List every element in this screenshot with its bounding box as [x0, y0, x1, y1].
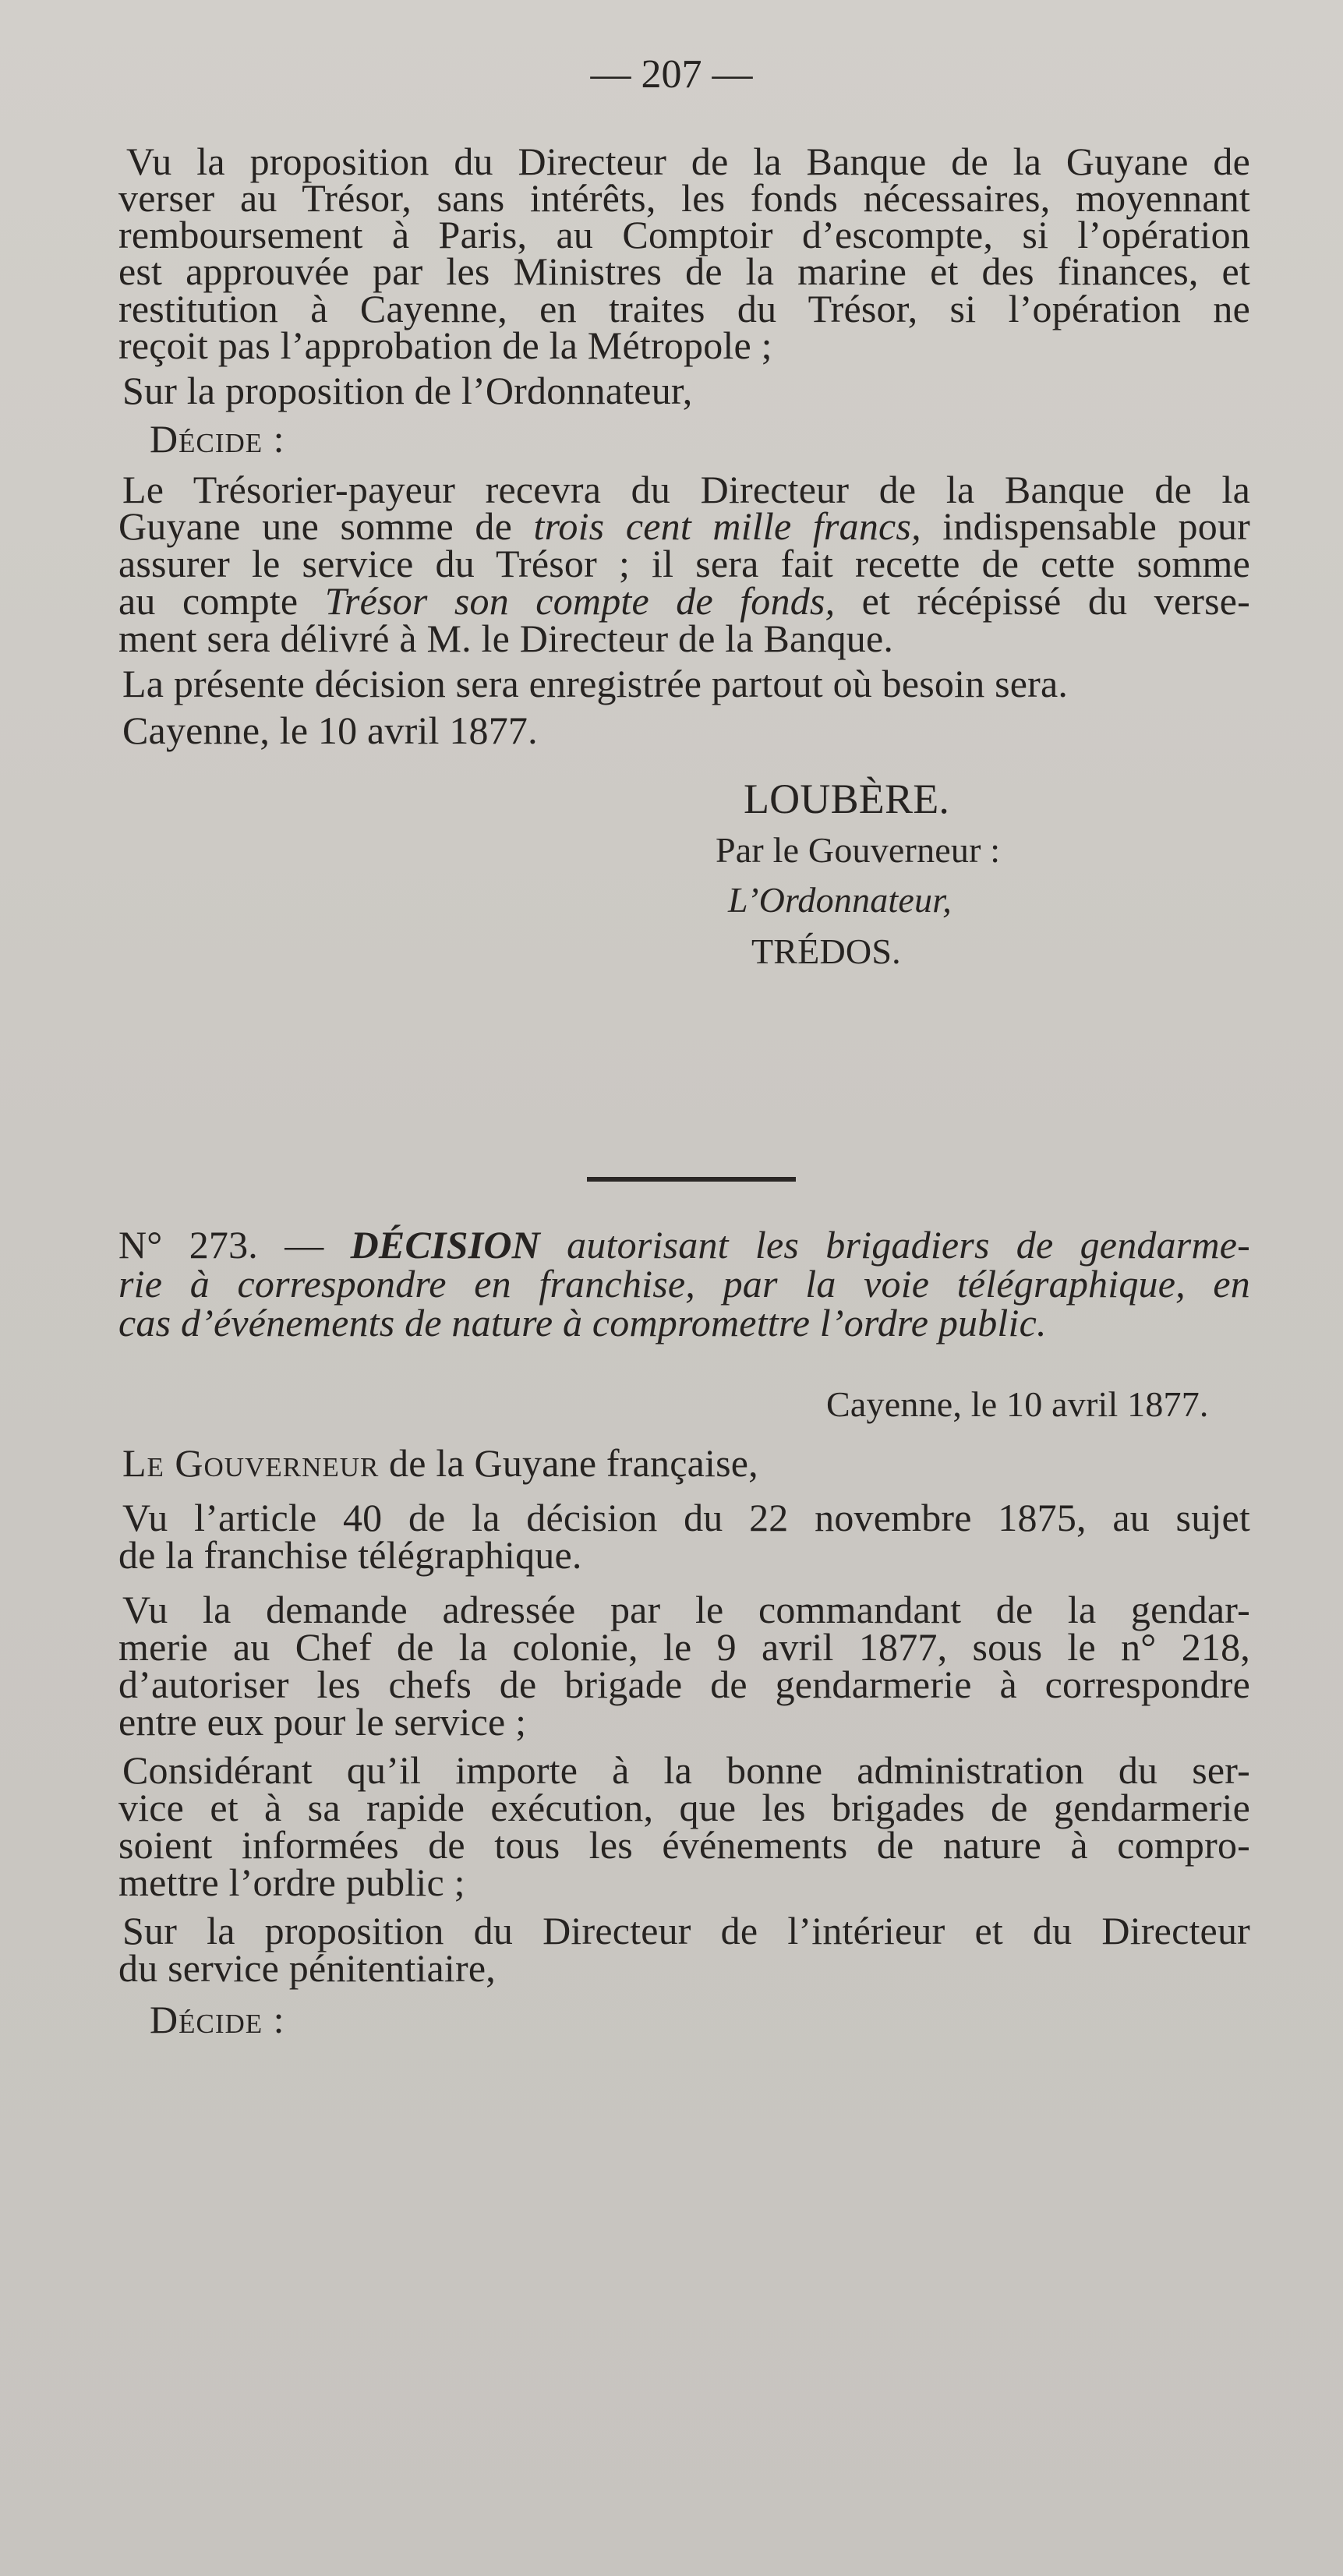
decision-heading-line-1: [118, 1223, 1251, 1267]
para1-line-5: restitution à Cayenne, en traites du Trésor, si l’opération ne: [118, 287, 1250, 330]
para2-line: Sur la proposition de l’Ordonnateur,: [122, 369, 693, 412]
para1-line-4: est approuvée par les Ministres de la marine et des finances, et: [118, 249, 1250, 293]
para3-line-2-a: Guyane une somme de: [118, 504, 534, 548]
para5-line-2: de la franchise télégraphique.: [118, 1533, 582, 1577]
decision-heading-line-3: cas d’événements de nature à compromettre l’ordre public.: [118, 1301, 1047, 1345]
signature-name-2: TRÉDOS.: [751, 931, 901, 971]
para3-line-1: Le Trésorier-payeur recevra du Directeur de la Banque de la: [122, 468, 1250, 511]
para3-line-5: ment sera délivré à M. le Directeur de la Banque.: [118, 617, 894, 660]
decision-keyword: DÉCISION: [350, 1223, 540, 1267]
para3-line-3: assurer le service du Trésor ; il sera fait recette de cette somme: [118, 542, 1250, 585]
amount-emphasis: trois cent mille francs,: [533, 504, 921, 548]
para4-line: La présente décision sera enregistrée partout où besoin sera.: [122, 662, 1069, 705]
para1-line-2: verser au Trésor, sans intérêts, les fonds nécessaires, moyennant: [118, 176, 1250, 220]
para6-line-4: entre eux pour le service ;: [118, 1700, 527, 1744]
para6-line-2: merie au Chef de la colonie, le 9 avril 1877, sous le n° 218,: [118, 1625, 1250, 1669]
para7-line-3: soient informées de tous les événements de nature à compro-: [118, 1823, 1250, 1867]
para5-line-1: Vu l’article 40 de la décision du 22 novembre 1875, au sujet: [122, 1496, 1250, 1539]
para8-line-2: du service pénitentiaire,: [118, 1946, 496, 1990]
signature-role: L’Ordonnateur,: [728, 880, 952, 920]
para7-line-2: vice et à sa rapide exécution, que les brigades de gendarmerie: [118, 1786, 1250, 1829]
para6-line-3: d’autoriser les chefs de brigade de gendarmerie à correspondre: [118, 1663, 1250, 1706]
place-date-2: Cayenne, le 10 avril 1877.: [826, 1384, 1209, 1424]
para7-line-1: Considérant qu’il importe à la bonne administration du ser-: [122, 1748, 1250, 1792]
signature-name: LOUBÈRE.: [744, 776, 950, 822]
account-emphasis: Trésor son compte de fonds,: [324, 579, 836, 623]
governor-line: [122, 1441, 758, 1485]
para1-line-3: remboursement à Paris, au Comptoir d’escompte, si l’opération: [118, 213, 1250, 256]
governor-rest: de la Guyane française,: [379, 1441, 758, 1485]
section-divider: [587, 1177, 796, 1182]
decision-heading-line-2: rie à correspondre en franchise, par la voie télégraphique, en: [118, 1262, 1250, 1306]
para3-line-4: [118, 579, 1250, 623]
decision-heading-rest: autorisant les brigadiers de gendarme-: [539, 1223, 1251, 1267]
place-date-1: Cayenne, le 10 avril 1877.: [122, 708, 538, 752]
para3-line-4-a: au compte: [118, 579, 325, 623]
decide-label-2: Décide :: [150, 1998, 285, 2041]
para7-line-4: mettre l’ordre public ;: [118, 1860, 465, 1904]
signature-by: Par le Gouverneur :: [716, 830, 1001, 870]
para8-line-1: Sur la proposition du Directeur de l’intérieur et du Directeur: [122, 1909, 1250, 1952]
page-number: — 207 —: [590, 52, 753, 97]
para1-line-6: reçoit pas l’approbation de la Métropole ;: [118, 323, 772, 367]
para3-line-4-b: et récépissé du verse-: [835, 579, 1250, 623]
para3-line-2-b: indispensable pour: [921, 504, 1250, 548]
para1-line-1: Vu la proposition du Directeur de la Banque de la Guyane de: [126, 140, 1250, 183]
decide-label-1: Décide :: [150, 417, 285, 461]
decision-number: N° 273. —: [118, 1223, 351, 1267]
governor-title: Le Gouverneur: [122, 1441, 380, 1485]
para6-line-1: Vu la demande adressée par le commandant de la gendar-: [122, 1588, 1250, 1631]
para3-line-2: [118, 504, 1250, 548]
